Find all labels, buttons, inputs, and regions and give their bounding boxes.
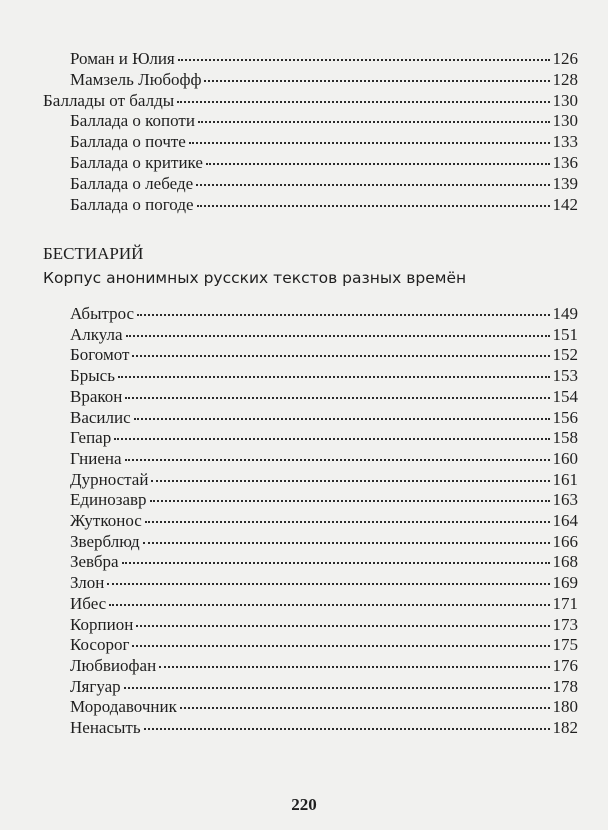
toc-entry-page: 133 [552, 132, 578, 152]
toc-entry-page: 178 [552, 676, 578, 696]
toc-entry-page: 152 [552, 345, 578, 365]
toc-entry [70, 614, 578, 636]
toc-entry [70, 489, 578, 511]
toc-entry-title: Роман и Юлия [70, 49, 175, 68]
toc-entry-page: 130 [552, 111, 578, 131]
toc-entry-page: 163 [552, 490, 578, 510]
dot-leader [143, 541, 550, 544]
toc-entry-page: 142 [552, 194, 578, 214]
toc-entry [70, 531, 578, 553]
toc-entry [70, 469, 578, 491]
dot-leader [204, 79, 549, 82]
dot-leader [177, 100, 549, 103]
dot-leader [180, 706, 550, 709]
toc-entry-title: Жутконос [70, 511, 142, 530]
toc-entry-page: 175 [552, 635, 578, 655]
dot-leader [198, 120, 550, 123]
toc-entry-page: 160 [552, 448, 578, 468]
toc-entry-title: Мородавочник [70, 697, 177, 717]
toc-entry [70, 634, 578, 656]
toc-entry-page: 149 [552, 304, 578, 323]
dot-leader [118, 375, 550, 378]
toc-entry [70, 48, 578, 70]
dot-leader [144, 727, 550, 730]
toc-entry-title: Зевбра [70, 552, 119, 572]
toc-entry-page: 154 [552, 386, 578, 406]
toc-entry-title: Ненасыть [70, 718, 141, 737]
toc-entry-title: Косорог [70, 635, 130, 655]
toc-entry-title: Баллада о погоде [70, 194, 194, 214]
toc-entry [70, 386, 578, 408]
toc-entry-title: Любвиофан [70, 655, 157, 675]
toc-entry-page: 171 [552, 593, 578, 613]
toc-entry-title: Богомот [70, 345, 130, 365]
toc-entry [70, 655, 578, 677]
dot-leader [132, 354, 549, 357]
toc-entry [70, 696, 578, 718]
toc-entry [70, 344, 578, 366]
toc-entry-title: Баллада о критике [70, 153, 203, 172]
toc-entry-title: Брысь [70, 366, 115, 386]
dot-leader [137, 313, 549, 316]
toc-entry-page: 168 [552, 552, 578, 572]
page-number: 220 [291, 795, 317, 814]
toc-entry [70, 717, 578, 739]
toc-entry-page: 182 [552, 718, 578, 737]
toc-entry-title: Дурностай [70, 469, 149, 489]
dot-leader [189, 141, 550, 144]
dot-leader [159, 665, 549, 668]
section-title: БЕСТИАРИЙ [43, 244, 144, 263]
toc-entry-title: Злон [70, 573, 105, 593]
dot-leader [178, 58, 550, 61]
toc-entry-page: 156 [552, 407, 578, 427]
dot-leader [197, 204, 550, 207]
toc-entry-title: Ибес [70, 593, 107, 613]
dot-leader [124, 686, 550, 689]
toc-entry [70, 365, 578, 387]
toc-entry [70, 593, 578, 615]
dot-leader [125, 458, 550, 461]
toc-entry [70, 324, 578, 346]
toc-entry-page: 173 [552, 614, 578, 634]
toc-entry-page: 136 [552, 153, 578, 172]
dot-leader [132, 644, 549, 647]
toc-entry [43, 90, 578, 112]
toc-entry-title: Вракон [70, 386, 123, 406]
toc-entry [70, 194, 578, 216]
toc-entry-title: Алкула [70, 324, 123, 344]
dot-leader [206, 162, 550, 165]
toc-entry-page: 151 [552, 324, 578, 344]
toc-entry-page: 176 [552, 655, 578, 675]
toc-entry-title: Лягуар [70, 676, 121, 696]
toc-entry [70, 303, 578, 325]
dot-leader [107, 582, 549, 585]
dot-leader [126, 334, 550, 337]
dot-leader [151, 479, 549, 482]
dot-leader [109, 603, 549, 606]
dot-leader [122, 561, 550, 564]
toc-entry-title: Единозавр [70, 490, 147, 510]
toc-entry [70, 173, 578, 195]
dot-leader [136, 624, 549, 627]
toc-entry [70, 572, 578, 594]
toc-entry-page: 164 [552, 511, 578, 530]
toc-entry-title: Баллада о лебеде [70, 173, 194, 193]
toc-entry-title: Зверблюд [70, 531, 140, 551]
toc-entry [70, 448, 578, 470]
toc-entry [70, 152, 578, 174]
toc-entry-page: 180 [552, 697, 578, 717]
toc-entry [70, 676, 578, 698]
toc-entry-page: 169 [552, 573, 578, 593]
dot-leader [134, 417, 550, 420]
toc-entry [70, 551, 578, 573]
dot-leader [196, 183, 549, 186]
toc-entry-page: 139 [552, 173, 578, 193]
toc-entry [70, 131, 578, 153]
toc-entry [70, 427, 578, 449]
dot-leader [114, 437, 549, 440]
toc-entry-title: Баллады от балды [43, 90, 175, 110]
toc-entry-title: Корпион [70, 614, 134, 634]
section-subtitle: Корпус анонимных русских текстов разных времён [43, 269, 467, 287]
dot-leader [150, 499, 550, 502]
toc-entry [70, 69, 578, 91]
toc-entry-title: Гниена [70, 448, 122, 468]
toc-entry-page: 128 [552, 69, 578, 89]
dot-leader [145, 520, 550, 523]
toc-entry-page: 158 [552, 428, 578, 448]
toc-entry-page: 166 [552, 531, 578, 551]
dot-leader [125, 396, 549, 399]
toc-entry-title: Баллада о копоти [70, 111, 195, 131]
toc-entry [70, 110, 578, 132]
toc-entry-page: 130 [552, 90, 578, 110]
toc-entry-page: 161 [552, 469, 578, 489]
toc-entry-title: Баллада о почте [70, 132, 186, 152]
toc-entry [70, 407, 578, 429]
toc-entry-title: Мамзель Любофф [70, 69, 202, 89]
toc-entry-title: Василис [70, 407, 131, 427]
toc-entry-title: Абытрос [70, 304, 135, 323]
toc-entry-page: 126 [552, 49, 578, 68]
toc-entry-title: Гепар [70, 428, 112, 448]
toc-entry-page: 153 [552, 366, 578, 386]
toc-entry [70, 510, 578, 532]
